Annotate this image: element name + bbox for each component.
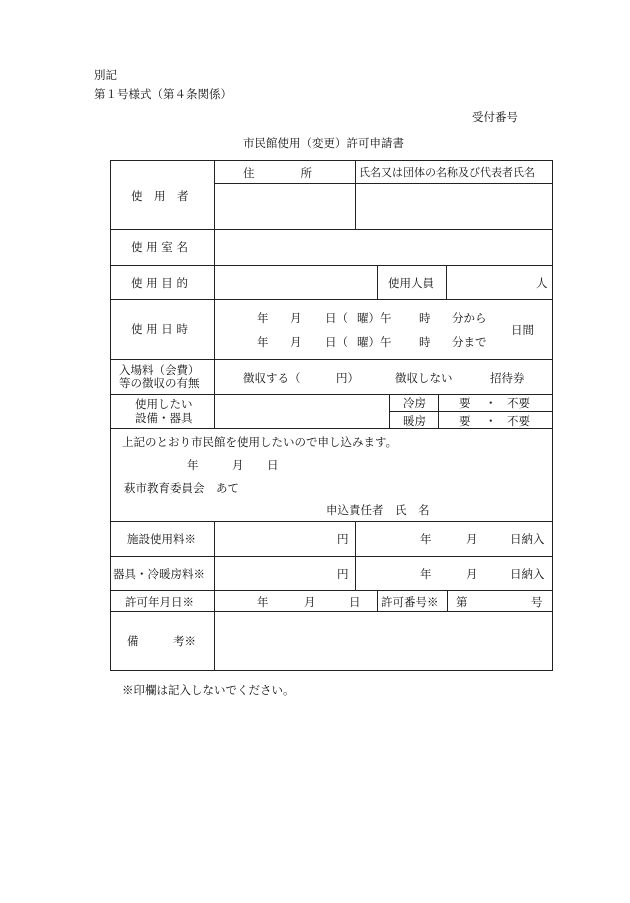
table-border-left (110, 160, 111, 671)
addressee: 萩市教育委員会 あて (124, 481, 239, 495)
people-label: 使用人員 (388, 276, 434, 290)
name-field[interactable] (357, 185, 551, 228)
declaration-day: 日 (267, 458, 279, 472)
permit-day: 日 (349, 595, 361, 609)
declaration-text: 上記のとおり市民館を使用したいので申し込みます。 (122, 435, 398, 449)
collect-unit: 円） (336, 371, 359, 385)
equipment-fee-paid: 日納入 (510, 567, 545, 581)
rule (214, 183, 553, 184)
collect-option[interactable]: 徴収する（ (243, 371, 301, 385)
start-weekday: 曜）午 (357, 311, 392, 325)
admission-label-line2: 等の徴収の有無 (119, 376, 200, 390)
end-hour: 時 (419, 335, 431, 349)
remarks-label: 備 考※ (127, 634, 196, 648)
facility-fee-unit: 円 (337, 532, 349, 546)
start-month: 月 (290, 311, 302, 325)
start-minute: 分から (452, 311, 487, 325)
name-header: 氏名又は団体の名称及び代表者氏名 (359, 166, 535, 179)
cooling-dot: ・ (485, 396, 497, 410)
equipment-fee-year: 年 (420, 567, 432, 581)
table-border-right (552, 160, 553, 671)
facility-fee-paid: 日納入 (510, 532, 545, 546)
cooling-no[interactable]: 不要 (507, 396, 530, 410)
facility-fee-month: 月 (466, 532, 478, 546)
rule (110, 359, 553, 360)
rule (377, 265, 378, 300)
receipt-number-label: 受付番号 (472, 110, 518, 124)
rule (110, 590, 553, 591)
heating-yes[interactable]: 要 (459, 414, 471, 428)
rule (110, 428, 553, 429)
invitation-option[interactable]: 招待券 (490, 371, 525, 385)
end-day: 日（ (325, 335, 348, 349)
equipment-label-line1: 使用したい (135, 397, 193, 411)
rule (447, 590, 448, 612)
no-collect-option[interactable]: 徴収しない (395, 371, 453, 385)
equipment-field[interactable] (216, 396, 388, 427)
rule (110, 394, 553, 395)
room-label: 使 用 室 名 (131, 240, 188, 254)
permit-date-label: 許可年月日※ (125, 595, 194, 609)
permit-month: 月 (304, 595, 316, 609)
equipment-fee-unit: 円 (337, 567, 349, 581)
declaration-year: 年 (187, 458, 199, 472)
annex-label: 別記 (94, 68, 117, 82)
rule (110, 229, 553, 230)
rule (446, 265, 447, 300)
end-weekday: 曜）午 (357, 335, 392, 349)
start-day: 日（ (325, 311, 348, 325)
rule (214, 160, 215, 428)
days-label: 日間 (511, 323, 534, 337)
permit-number-label: 許可番号※ (381, 595, 439, 609)
rule (110, 521, 553, 522)
rule (110, 556, 553, 557)
rule (355, 521, 356, 591)
people-unit: 人 (536, 276, 548, 290)
purpose-label: 使 用 目 的 (131, 276, 188, 290)
rule (110, 611, 553, 612)
heating-no[interactable]: 不要 (507, 414, 530, 428)
applicant-label: 申込責任者 氏 名 (326, 503, 430, 517)
rule (110, 299, 553, 300)
rule (110, 265, 553, 266)
applicant-name-field[interactable] (440, 500, 550, 518)
cooling-yes[interactable]: 要 (459, 396, 471, 410)
form-title: 市民館使用（変更）許可申請書 (243, 136, 404, 150)
declaration-month: 月 (232, 458, 244, 472)
permit-year: 年 (257, 595, 269, 609)
user-label: 使 用 者 (131, 189, 189, 203)
rule (110, 160, 553, 161)
equipment-label-line2: 設備・器具 (135, 411, 193, 425)
rule (110, 670, 553, 671)
remarks-field[interactable] (216, 613, 551, 669)
datetime-label: 使 用 日 時 (131, 322, 188, 336)
heating-label: 暖房 (403, 414, 426, 428)
address-field[interactable] (216, 185, 354, 228)
rule (389, 411, 553, 412)
end-year: 年 (257, 335, 269, 349)
rule (355, 160, 356, 230)
purpose-field[interactable] (216, 267, 376, 298)
heating-dot: ・ (485, 414, 497, 428)
start-hour: 時 (419, 311, 431, 325)
equipment-fee-label: 器具・冷暖房料※ (113, 567, 205, 581)
facility-fee-year: 年 (420, 532, 432, 546)
form-number: 第１号様式（第４条関係） (94, 87, 232, 101)
end-minute: 分まで (452, 335, 487, 349)
cooling-label: 冷房 (403, 396, 426, 410)
end-month: 月 (290, 335, 302, 349)
admission-label-line1: 入場料（会費） (119, 363, 200, 377)
permit-number-suffix: 号 (531, 595, 543, 609)
address-header: 住 所 (243, 166, 312, 180)
room-field[interactable] (216, 231, 551, 264)
permit-number-prefix: 第 (456, 595, 468, 609)
start-year: 年 (257, 311, 269, 325)
rule (214, 521, 215, 671)
footnote: ※印欄は記入しないでください。 (122, 683, 295, 697)
equipment-fee-month: 月 (466, 567, 478, 581)
facility-fee-label: 施設使用料※ (127, 532, 196, 546)
rule (377, 590, 378, 612)
rule (438, 394, 439, 429)
